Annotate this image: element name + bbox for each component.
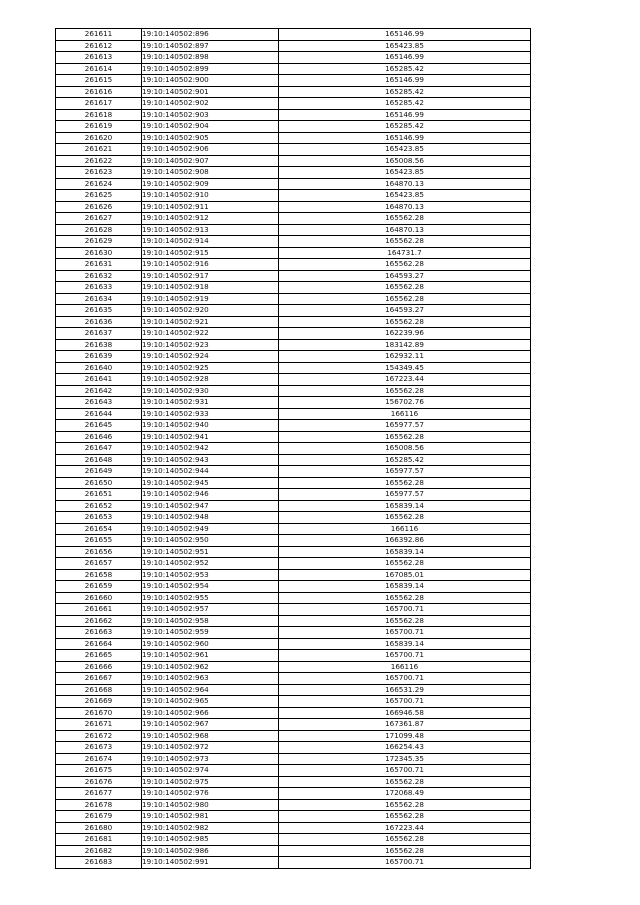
cadastral-number-cell: 19:10:140502:981 [142,811,279,823]
table-body [56,29,531,869]
value-cell: 165700.71 [279,627,531,639]
table-row [56,98,531,110]
row-number-cell: 261672 [56,730,142,742]
value-cell: 166116 [279,523,531,535]
row-number-cell: 261657 [56,558,142,570]
table-row [56,52,531,64]
table-row [56,362,531,374]
value-cell: 165839.14 [279,546,531,558]
table-row [56,684,531,696]
row-number-cell: 261649 [56,466,142,478]
value-cell: 165562.28 [279,431,531,443]
value-cell: 165839.14 [279,500,531,512]
cadastral-number-cell: 19:10:140502:896 [142,29,279,41]
cadastral-number-cell: 19:10:140502:903 [142,109,279,121]
value-cell: 165977.57 [279,489,531,501]
cadastral-number-cell: 19:10:140502:941 [142,431,279,443]
table-row [56,374,531,386]
table-row [56,707,531,719]
row-number-cell: 261675 [56,765,142,777]
document-page [55,28,531,869]
cadastral-number-cell: 19:10:140502:921 [142,316,279,328]
row-number-cell: 261676 [56,776,142,788]
cadastral-number-cell: 19:10:140502:919 [142,293,279,305]
table-row [56,569,531,581]
cadastral-number-cell: 19:10:140502:916 [142,259,279,271]
cadastral-number-cell: 19:10:140502:964 [142,684,279,696]
cadastral-number-cell: 19:10:140502:972 [142,742,279,754]
value-cell: 165423.85 [279,167,531,179]
row-number-cell: 261625 [56,190,142,202]
table-row [56,650,531,662]
row-number-cell: 261663 [56,627,142,639]
cadastral-number-cell: 19:10:140502:940 [142,420,279,432]
table-row [56,420,531,432]
cadastral-number-cell: 19:10:140502:982 [142,822,279,834]
row-number-cell: 261658 [56,569,142,581]
row-number-cell: 261627 [56,213,142,225]
cadastral-number-cell: 19:10:140502:915 [142,247,279,259]
value-cell: 165562.28 [279,799,531,811]
table-row [56,213,531,225]
value-cell: 165423.85 [279,190,531,202]
value-cell: 165285.42 [279,63,531,75]
cadastral-number-cell: 19:10:140502:931 [142,397,279,409]
table-row [56,604,531,616]
table-row [56,167,531,179]
row-number-cell: 261638 [56,339,142,351]
table-row [56,305,531,317]
value-cell: 165562.28 [279,282,531,294]
table-row [56,155,531,167]
cadastral-number-cell: 19:10:140502:955 [142,592,279,604]
cadastral-number-cell: 19:10:140502:948 [142,512,279,524]
cadastral-number-cell: 19:10:140502:965 [142,696,279,708]
table-row [56,788,531,800]
row-number-cell: 261626 [56,201,142,213]
cadastral-number-cell: 19:10:140502:963 [142,673,279,685]
row-number-cell: 261629 [56,236,142,248]
cadastral-number-cell: 19:10:140502:968 [142,730,279,742]
value-cell: 165146.99 [279,109,531,121]
row-number-cell: 261621 [56,144,142,156]
row-number-cell: 261639 [56,351,142,363]
value-cell: 165700.71 [279,604,531,616]
cadastral-number-cell: 19:10:140502:922 [142,328,279,340]
value-cell: 167361.87 [279,719,531,731]
value-cell: 183142.89 [279,339,531,351]
cadastral-number-cell: 19:10:140502:986 [142,845,279,857]
row-number-cell: 261678 [56,799,142,811]
row-number-cell: 261617 [56,98,142,110]
cadastral-number-cell: 19:10:140502:954 [142,581,279,593]
row-number-cell: 261624 [56,178,142,190]
row-number-cell: 261667 [56,673,142,685]
table-row [56,270,531,282]
row-number-cell: 261634 [56,293,142,305]
table-row [56,190,531,202]
cadastral-number-cell: 19:10:140502:967 [142,719,279,731]
table-row [56,581,531,593]
cadastral-number-cell: 19:10:140502:991 [142,857,279,869]
table-row [56,316,531,328]
value-cell: 165562.28 [279,236,531,248]
row-number-cell: 261646 [56,431,142,443]
cadastral-number-cell: 19:10:140502:958 [142,615,279,627]
cadastral-number-cell: 19:10:140502:897 [142,40,279,52]
cadastral-number-cell: 19:10:140502:980 [142,799,279,811]
cadastral-number-cell: 19:10:140502:925 [142,362,279,374]
cadastral-number-cell: 19:10:140502:975 [142,776,279,788]
table-row [56,86,531,98]
row-number-cell: 261651 [56,489,142,501]
table-row [56,259,531,271]
row-number-cell: 261665 [56,650,142,662]
value-cell: 172068.49 [279,788,531,800]
table-row [56,696,531,708]
cadastral-number-cell: 19:10:140502:918 [142,282,279,294]
cadastral-number-cell: 19:10:140502:951 [142,546,279,558]
cadastral-number-cell: 19:10:140502:943 [142,454,279,466]
row-number-cell: 261616 [56,86,142,98]
table-row [56,730,531,742]
table-row [56,282,531,294]
cadastral-number-cell: 19:10:140502:953 [142,569,279,581]
cadastral-number-cell: 19:10:140502:957 [142,604,279,616]
data-table [55,28,531,869]
value-cell: 165146.99 [279,75,531,87]
table-row [56,765,531,777]
row-number-cell: 261656 [56,546,142,558]
table-row [56,546,531,558]
value-cell: 167223.44 [279,822,531,834]
value-cell: 164870.13 [279,224,531,236]
value-cell: 165839.14 [279,581,531,593]
table-row [56,40,531,52]
value-cell: 166116 [279,408,531,420]
row-number-cell: 261683 [56,857,142,869]
value-cell: 165562.28 [279,213,531,225]
table-row [56,408,531,420]
table-row [56,121,531,133]
cadastral-number-cell: 19:10:140502:923 [142,339,279,351]
table-row [56,811,531,823]
cadastral-number-cell: 19:10:140502:928 [142,374,279,386]
row-number-cell: 261673 [56,742,142,754]
value-cell: 165423.85 [279,144,531,156]
value-cell: 164870.13 [279,201,531,213]
value-cell: 165562.28 [279,293,531,305]
cadastral-number-cell: 19:10:140502:924 [142,351,279,363]
row-number-cell: 261644 [56,408,142,420]
table-row [56,293,531,305]
table-row [56,753,531,765]
cadastral-number-cell: 19:10:140502:976 [142,788,279,800]
cadastral-number-cell: 19:10:140502:901 [142,86,279,98]
table-row [56,673,531,685]
table-row [56,178,531,190]
table-row [56,535,531,547]
cadastral-number-cell: 19:10:140502:908 [142,167,279,179]
row-number-cell: 261664 [56,638,142,650]
row-number-cell: 261618 [56,109,142,121]
cadastral-number-cell: 19:10:140502:973 [142,753,279,765]
row-number-cell: 261648 [56,454,142,466]
row-number-cell: 261640 [56,362,142,374]
value-cell: 166254.43 [279,742,531,754]
row-number-cell: 261614 [56,63,142,75]
table-row [56,443,531,455]
value-cell: 172345.35 [279,753,531,765]
row-number-cell: 261637 [56,328,142,340]
value-cell: 165700.71 [279,650,531,662]
value-cell: 166946.58 [279,707,531,719]
row-number-cell: 261635 [56,305,142,317]
table-row [56,385,531,397]
row-number-cell: 261674 [56,753,142,765]
row-number-cell: 261650 [56,477,142,489]
cadastral-number-cell: 19:10:140502:906 [142,144,279,156]
value-cell: 164731.7 [279,247,531,259]
row-number-cell: 261661 [56,604,142,616]
row-number-cell: 261669 [56,696,142,708]
value-cell: 164593.27 [279,270,531,282]
value-cell: 165285.42 [279,121,531,133]
cadastral-number-cell: 19:10:140502:961 [142,650,279,662]
cadastral-number-cell: 19:10:140502:899 [142,63,279,75]
value-cell: 165562.28 [279,512,531,524]
cadastral-number-cell: 19:10:140502:898 [142,52,279,64]
value-cell: 165008.56 [279,155,531,167]
cadastral-number-cell: 19:10:140502:952 [142,558,279,570]
cadastral-number-cell: 19:10:140502:960 [142,638,279,650]
table-row [56,224,531,236]
cadastral-number-cell: 19:10:140502:914 [142,236,279,248]
cadastral-number-cell: 19:10:140502:962 [142,661,279,673]
value-cell: 165008.56 [279,443,531,455]
cadastral-number-cell: 19:10:140502:900 [142,75,279,87]
value-cell: 165146.99 [279,29,531,41]
table-row [56,857,531,869]
cadastral-number-cell: 19:10:140502:942 [142,443,279,455]
table-row [56,109,531,121]
table-row [56,144,531,156]
table-row [56,512,531,524]
cadastral-number-cell: 19:10:140502:917 [142,270,279,282]
table-row [56,742,531,754]
table-row [56,845,531,857]
row-number-cell: 261654 [56,523,142,535]
table-row [56,523,531,535]
table-row [56,431,531,443]
row-number-cell: 261620 [56,132,142,144]
value-cell: 165700.71 [279,857,531,869]
table-row [56,247,531,259]
row-number-cell: 261619 [56,121,142,133]
row-number-cell: 261666 [56,661,142,673]
cadastral-number-cell: 19:10:140502:902 [142,98,279,110]
table-row [56,236,531,248]
value-cell: 165423.85 [279,40,531,52]
value-cell: 165562.28 [279,592,531,604]
row-number-cell: 261642 [56,385,142,397]
table-row [56,822,531,834]
cadastral-number-cell: 19:10:140502:905 [142,132,279,144]
row-number-cell: 261681 [56,834,142,846]
value-cell: 171099.48 [279,730,531,742]
value-cell: 162932.11 [279,351,531,363]
cadastral-number-cell: 19:10:140502:913 [142,224,279,236]
value-cell: 165700.71 [279,696,531,708]
row-number-cell: 261631 [56,259,142,271]
row-number-cell: 261655 [56,535,142,547]
table-row [56,558,531,570]
row-number-cell: 261611 [56,29,142,41]
table-row [56,799,531,811]
row-number-cell: 261643 [56,397,142,409]
value-cell: 165285.42 [279,98,531,110]
table-row [56,592,531,604]
value-cell: 156702.76 [279,397,531,409]
value-cell: 165839.14 [279,638,531,650]
value-cell: 165285.42 [279,86,531,98]
row-number-cell: 261670 [56,707,142,719]
row-number-cell: 261659 [56,581,142,593]
value-cell: 166116 [279,661,531,673]
cadastral-number-cell: 19:10:140502:904 [142,121,279,133]
row-number-cell: 261633 [56,282,142,294]
cadastral-number-cell: 19:10:140502:945 [142,477,279,489]
row-number-cell: 261623 [56,167,142,179]
table-row [56,201,531,213]
table-row [56,489,531,501]
table-row [56,397,531,409]
cadastral-number-cell: 19:10:140502:944 [142,466,279,478]
table-row [56,328,531,340]
value-cell: 165700.71 [279,765,531,777]
cadastral-number-cell: 19:10:140502:966 [142,707,279,719]
table-row [56,661,531,673]
value-cell: 165562.28 [279,776,531,788]
cadastral-number-cell: 19:10:140502:947 [142,500,279,512]
value-cell: 165146.99 [279,52,531,64]
cadastral-number-cell: 19:10:140502:949 [142,523,279,535]
value-cell: 165562.28 [279,834,531,846]
row-number-cell: 261652 [56,500,142,512]
cadastral-number-cell: 19:10:140502:909 [142,178,279,190]
value-cell: 165700.71 [279,673,531,685]
table-row [56,339,531,351]
value-cell: 165146.99 [279,132,531,144]
table-row [56,477,531,489]
row-number-cell: 261677 [56,788,142,800]
value-cell: 167085.01 [279,569,531,581]
row-number-cell: 261662 [56,615,142,627]
value-cell: 165562.28 [279,558,531,570]
row-number-cell: 261630 [56,247,142,259]
value-cell: 165977.57 [279,420,531,432]
table-row [56,75,531,87]
cadastral-number-cell: 19:10:140502:920 [142,305,279,317]
table-row [56,132,531,144]
row-number-cell: 261622 [56,155,142,167]
value-cell: 165285.42 [279,454,531,466]
row-number-cell: 261682 [56,845,142,857]
cadastral-number-cell: 19:10:140502:985 [142,834,279,846]
row-number-cell: 261615 [56,75,142,87]
table-row [56,63,531,75]
row-number-cell: 261628 [56,224,142,236]
cadastral-number-cell: 19:10:140502:950 [142,535,279,547]
row-number-cell: 261632 [56,270,142,282]
row-number-cell: 261612 [56,40,142,52]
row-number-cell: 261680 [56,822,142,834]
value-cell: 166392.86 [279,535,531,547]
value-cell: 166531.29 [279,684,531,696]
row-number-cell: 261613 [56,52,142,64]
row-number-cell: 261668 [56,684,142,696]
value-cell: 165977.57 [279,466,531,478]
value-cell: 165562.28 [279,259,531,271]
row-number-cell: 261671 [56,719,142,731]
cadastral-number-cell: 19:10:140502:959 [142,627,279,639]
value-cell: 167223.44 [279,374,531,386]
table-row [56,500,531,512]
table-row [56,776,531,788]
value-cell: 165562.28 [279,385,531,397]
cadastral-number-cell: 19:10:140502:912 [142,213,279,225]
value-cell: 165562.28 [279,316,531,328]
row-number-cell: 261645 [56,420,142,432]
table-row [56,466,531,478]
cadastral-number-cell: 19:10:140502:933 [142,408,279,420]
row-number-cell: 261660 [56,592,142,604]
cadastral-number-cell: 19:10:140502:911 [142,201,279,213]
value-cell: 165562.28 [279,477,531,489]
row-number-cell: 261653 [56,512,142,524]
table-row [56,454,531,466]
row-number-cell: 261647 [56,443,142,455]
table-row [56,351,531,363]
table-row [56,627,531,639]
row-number-cell: 261641 [56,374,142,386]
value-cell: 164870.13 [279,178,531,190]
cadastral-number-cell: 19:10:140502:910 [142,190,279,202]
row-number-cell: 261636 [56,316,142,328]
cadastral-number-cell: 19:10:140502:974 [142,765,279,777]
table-row [56,615,531,627]
value-cell: 165562.28 [279,845,531,857]
table-row [56,834,531,846]
table-row [56,29,531,41]
cadastral-number-cell: 19:10:140502:907 [142,155,279,167]
value-cell: 165562.28 [279,811,531,823]
table-row [56,719,531,731]
row-number-cell: 261679 [56,811,142,823]
table-row [56,638,531,650]
cadastral-number-cell: 19:10:140502:930 [142,385,279,397]
value-cell: 154349.45 [279,362,531,374]
value-cell: 162239.96 [279,328,531,340]
value-cell: 164593.27 [279,305,531,317]
value-cell: 165562.28 [279,615,531,627]
cadastral-number-cell: 19:10:140502:946 [142,489,279,501]
